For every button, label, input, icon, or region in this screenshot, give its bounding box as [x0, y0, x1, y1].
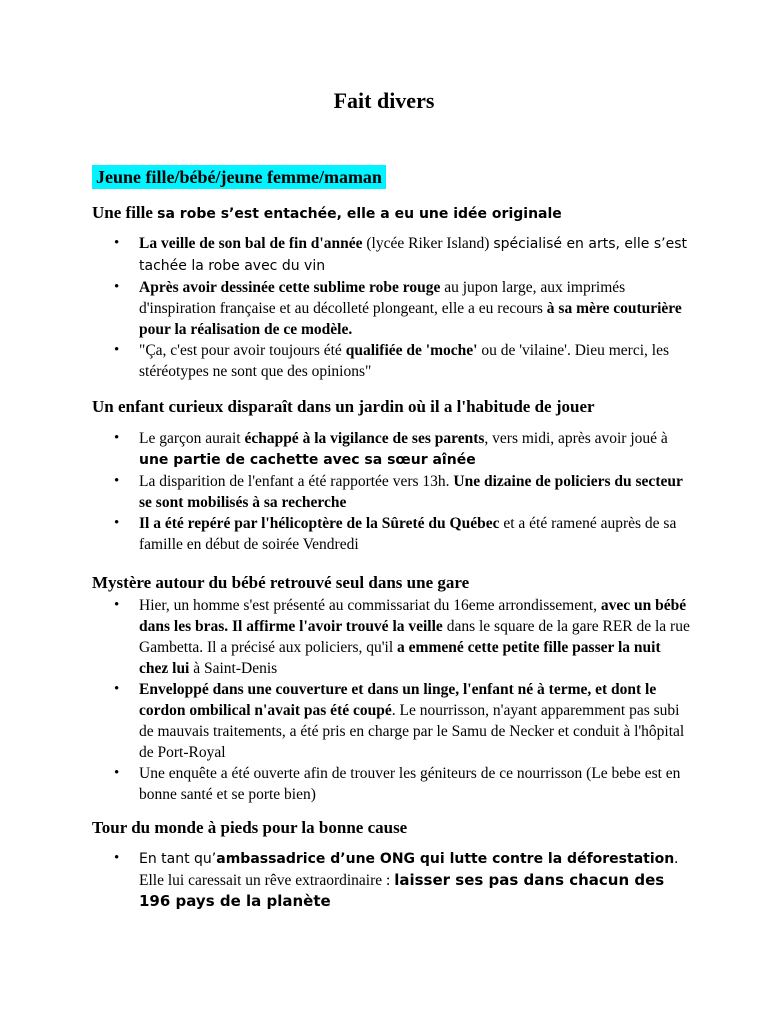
bullet-list-2 — [92, 428, 692, 555]
list-item: • Après avoir dessinée cette sublime robe rouge au jupon large, aux imprimés d'inspiration française et au décolleté plongeant, elle a eu recours à sa mère couturière pour la réalisation de ce modèle. — [92, 277, 692, 340]
bullet-list-4 — [92, 848, 692, 912]
section-heading: Un enfant curieux disparaît dans un jardin où il a l'habitude de jouer — [92, 397, 595, 416]
list-item: • La veille de son bal de fin d'année (lycée Riker Island) spécialisé en arts, elle s’est tachée la robe avec du vin — [92, 233, 692, 277]
list-item: • Le garçon aurait échappé à la vigilance de ses parents, vers midi, après avoir joué à une partie de cachette avec sa sœur aînée — [92, 428, 692, 471]
section-heading-highlighted — [92, 166, 386, 189]
section-subheading: Une fille sa robe s’est entachée, elle a eu une idée originale — [92, 203, 562, 222]
list-item: • Il a été repéré par l'hélicoptère de la Sûreté du Québec et a été ramené auprès de sa famille en début de soirée Vendredi — [92, 513, 692, 555]
list-item: • La disparition de l'enfant a été rapportée vers 13h. Une dizaine de policiers du secteur se sont mobilisés à sa recherche — [92, 471, 692, 513]
list-item: • Hier, un homme s'est présenté au commissariat du 16eme arrondissement, avec un bébé dans les bras. Il affirme l'avoir trouvé la veille dans le square de la gare RER de la rue Gambetta. Il a précisé aux policiers, qu'il a emmené cette petite fille passer la nuit chez lui à Saint-Denis — [92, 595, 692, 679]
list-item: • "Ça, c'est pour avoir toujours été qualifiée de 'moche' ou de 'vilaine'. Dieu merci, les stéréotypes ne sont que des opinions" — [92, 340, 692, 382]
bullet-list-3 — [92, 595, 692, 805]
list-item: • Enveloppé dans une couverture et dans un linge, l'enfant né à terme, et dont le cordon ombilical n'avait pas été coupé. Le nourrisson, n'ayant apparemment pas subi de mauvais traitements, a été pris en charge par le Samu de Necker et conduit à l'hôpital de Port-Royal — [92, 679, 692, 763]
document-title: Fait divers — [333, 88, 435, 113]
section-heading: Tour du monde à pieds pour la bonne cause — [92, 818, 408, 837]
section-heading: Mystère autour du bébé retrouvé seul dans une gare — [92, 573, 470, 592]
list-item: • En tant qu’ambassadrice d’une ONG qui lutte contre la déforestation. Elle lui caressait un rêve extraordinaire : laisser ses pas dans chacun des 196 pays de la planète — [92, 848, 692, 912]
highlighted-heading: Jeune fille/bébé/jeune femme/maman — [92, 165, 386, 189]
bullet-list-1 — [92, 233, 692, 382]
list-item: • Une enquête a été ouverte afin de trouver les géniteurs de ce nourrisson (Le bebe est en bonne santé et se porte bien) — [92, 763, 692, 805]
